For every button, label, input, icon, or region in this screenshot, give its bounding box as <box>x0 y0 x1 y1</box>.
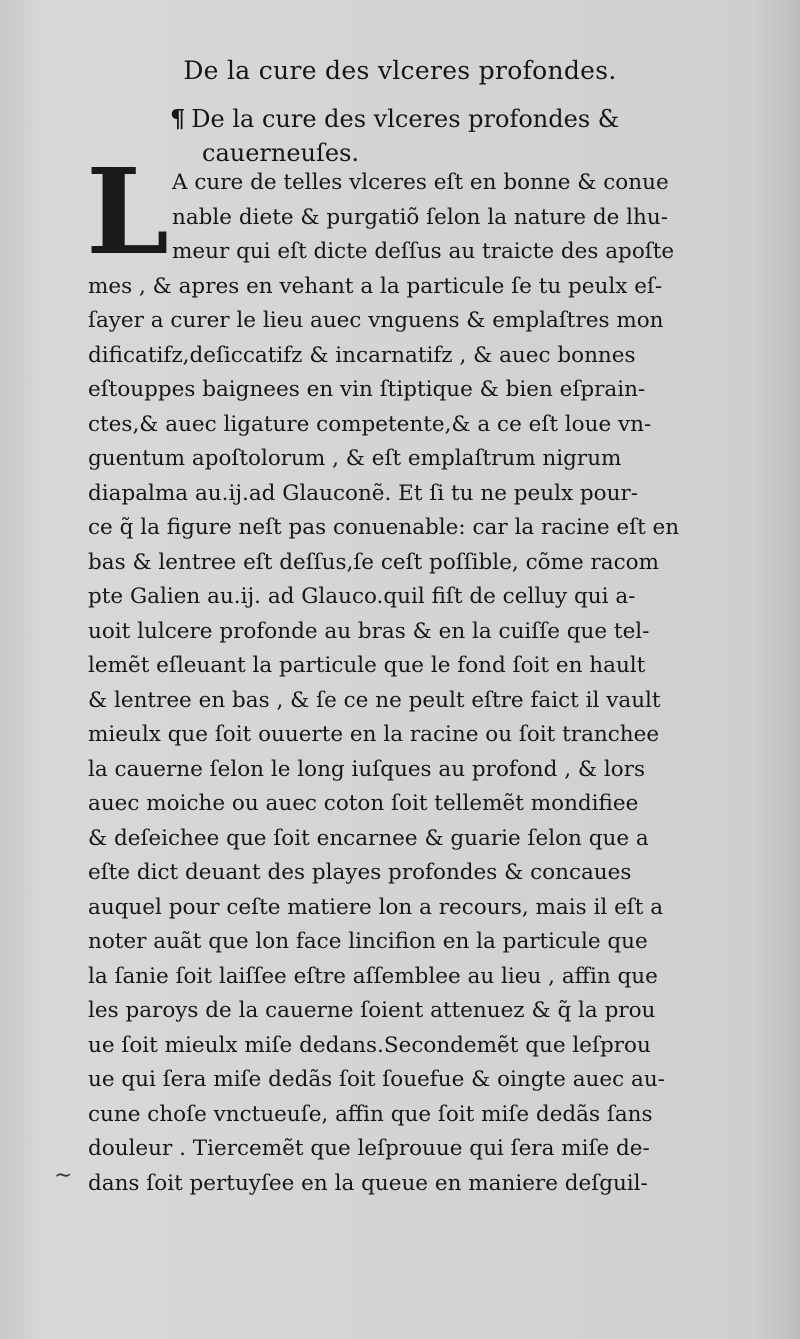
text-line: diapalma au.ij.ad Glauconẽ. Et ſi tu ne peulx pour- <box>88 480 639 506</box>
text-line: ſayer a curer le lieu auec vnguens & emplaſtres mon <box>88 308 664 333</box>
text-line: auquel pour ceſte matiere lon a recours, mais il eſt a <box>88 894 664 920</box>
chapter-title-line-1: De la cure des vlceres profondes & <box>191 105 620 133</box>
text-line: noter auãt que lon face lincifion en la particule que <box>88 929 648 954</box>
text-line: dans ſoit pertuyſee en la queue en maniere deſguil- <box>88 1170 648 1196</box>
text-line: & lentree en bas , & ſe ce ne peult eſtre faict il vault <box>88 687 661 713</box>
text-line: ue ſoit mieulx miſe dedans.Secondemẽt que leſprou <box>88 1032 651 1058</box>
text-line: ctes,& auec ligature competente,& a ce eſt loue vn- <box>88 411 652 437</box>
chapter-title-line-2: cauerneuſes. <box>202 139 360 167</box>
text-line: meur qui eſt dicte deſſus au traicte des apoſte <box>172 239 675 264</box>
text-line: A cure de telles vlceres eſt en bonne & conue <box>172 170 669 195</box>
text-line: nable diete & purgatiõ ſelon la nature de lhu- <box>172 204 669 230</box>
text-line: uoit lulcere profonde au bras & en la cuiſſe que tel- <box>88 618 650 644</box>
text-line: la ſanie ſoit laiſſee eſtre aſſemblee au lieu , affin que <box>88 963 658 989</box>
chapter-title <box>170 102 730 170</box>
drop-cap-initial: L <box>86 142 169 281</box>
text-line: ce q̃ la figure neſt pas conuenable: car la racine eſt en <box>88 515 680 540</box>
text-line: les paroys de la cauerne ſoient attenuez & q̃ la prou <box>88 998 656 1023</box>
text-line: cune choſe vnctueuſe, affin que ſoit miſe dedãs ſans <box>88 1101 653 1127</box>
text-line: dificatifz,deſiccatifz & incarnatifz , & auec bonnes <box>88 342 636 368</box>
text-line: ue qui ſera miſe dedãs ſoit ſouefue & oingte auec au- <box>88 1067 665 1092</box>
text-line: auec moiche ou auec coton ſoit tellemẽt mondifiee <box>88 791 639 816</box>
text-line: douleur . Tiercemẽt que leſprouue qui ſera miſe de- <box>88 1136 650 1161</box>
text-line: mieulx que ſoit ouuerte en la racine ou ſoit tranchee <box>88 722 660 747</box>
text-line: pte Galien au.ij. ad Glauco.quil fiſt de celluy qui a- <box>88 584 636 609</box>
text-line: guentum apoſtolorum , & eſt emplaſtrum nigrum <box>88 446 622 471</box>
margin-mark-icon: ∼ <box>54 1163 73 1188</box>
text-line: la cauerne ſelon le long iuſques au profond , & lors <box>88 756 646 782</box>
body-text <box>88 166 778 1201</box>
text-line: lemẽt eſleuant la particule que le fond ſoit en hault <box>88 653 646 678</box>
running-head: De la cure des vlceres profondes. <box>183 56 617 85</box>
text-line: eſte dict deuant des playes profondes & concaues <box>88 860 632 885</box>
text-line: bas & lentree eſt deſſus,ſe ceſt poſſible, cõme racom <box>88 549 659 575</box>
text-line: & deſeichee que ſoit encarnee & guarie ſelon que a <box>88 825 649 851</box>
text-line: eſtouppes baignees en vin ſtiptique & bien eſprain- <box>88 377 646 402</box>
pilcrow-icon: ¶ <box>170 104 186 133</box>
text-line: mes , & apres en vehant a la particule ſe tu peulx eſ- <box>88 273 663 299</box>
